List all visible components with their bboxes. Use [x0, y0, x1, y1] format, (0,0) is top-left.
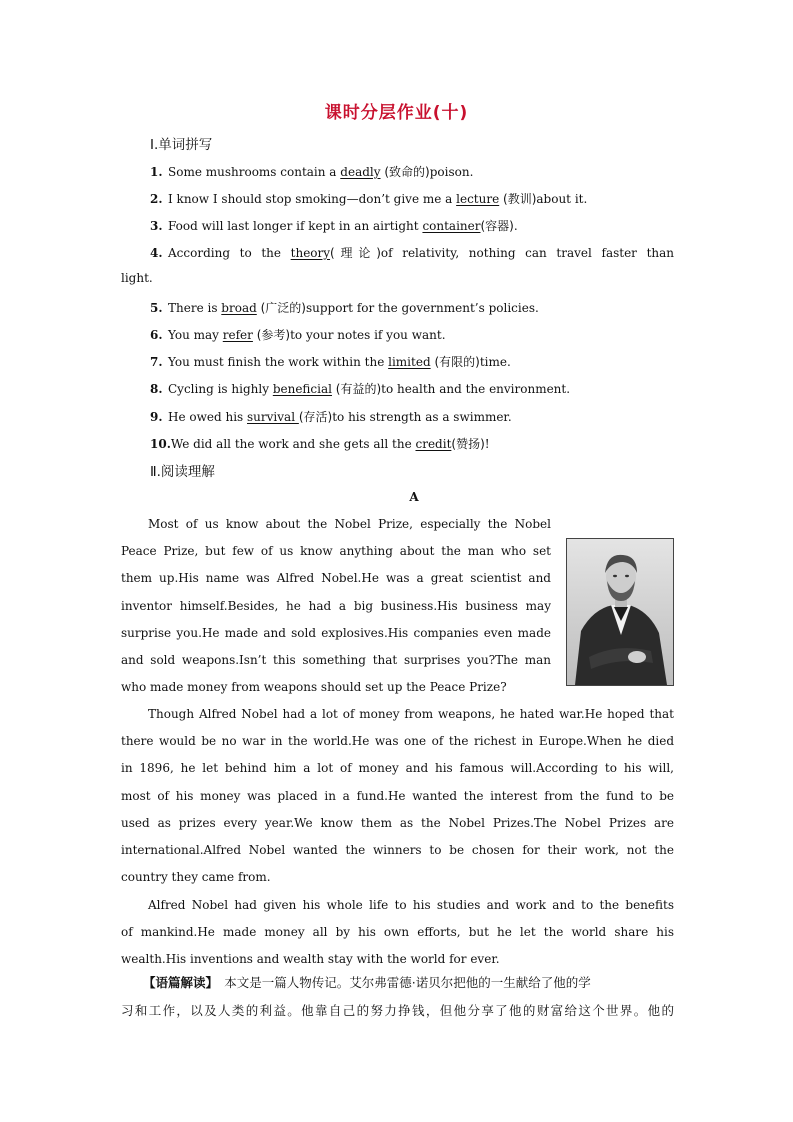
spelling-item-hint: (理论) [330, 246, 381, 260]
spelling-item-text-before: Cycling is highly [168, 382, 273, 396]
paragraph-line: wealth.His inventions and wealth stay with the world for ever. [121, 952, 500, 967]
paragraph-line: Most of us know about the Nobel Prize, especially the Nobel [148, 517, 551, 531]
spelling-item-answer: beneficial [272, 382, 332, 396]
spelling-item [150, 408, 512, 425]
spelling-item [150, 217, 518, 234]
spelling-item-text-after: support for the government’s policies. [305, 301, 539, 315]
spelling-item-answer: limited [388, 355, 431, 369]
spelling-item-text-before: Food will last longer if kept in an airtight [168, 219, 423, 233]
spelling-item-hint: (致命的) [380, 165, 430, 179]
spelling-item [150, 244, 674, 261]
spelling-item-text-after: to his strength as a swimmer. [332, 410, 512, 424]
spelling-item-text-before: There is [168, 301, 222, 315]
spelling-item-hint: (有益的) [331, 382, 382, 396]
paragraph-line: Alfred Nobel had given his whole life to his studies and work and to the benefits [148, 898, 674, 912]
spelling-item-continuation: light. [121, 271, 153, 285]
paragraph-line: country they came from. [121, 870, 271, 885]
spelling-item-text-before: You may [168, 328, 223, 342]
spelling-item-text-before: According to the [168, 246, 291, 260]
note-label: 【语篇解读】 [143, 975, 212, 990]
spelling-item-hint: (广泛的) [256, 301, 306, 315]
paragraph-line: them up.His name was Alfred Nobel.He was a great scientist and [121, 571, 551, 586]
spelling-item-answer: credit [415, 437, 452, 451]
portrait-illustration [567, 539, 673, 685]
spelling-item-answer: theory [290, 246, 331, 260]
spelling-item-text-after: time. [479, 355, 511, 369]
spelling-item-number: 2. [150, 192, 163, 206]
note-text-1: 本文是一篇人物传记。艾尔弗雷德·诺贝尔把他的一生献给了他的学 [211, 975, 591, 990]
spelling-item [150, 299, 539, 316]
paragraph-line: of mankind.He made money all by his own efforts, but he let the world share his [121, 925, 674, 940]
spelling-item-hint: (有限的) [430, 355, 480, 369]
paragraph-line: Though Alfred Nobel had a lot of money from weapons, he hated war.He hoped that [148, 707, 674, 721]
note-line-1 [121, 973, 674, 991]
paragraph-line: most of his money was placed in a fund.He wanted the interest from the fund to be [121, 788, 674, 803]
spelling-item-text-after: ! [484, 437, 490, 451]
spelling-item-number: 5. [150, 301, 163, 315]
portrait-photo-icon [566, 538, 674, 686]
paragraph-line: Peace Prize, but few of us know anything about the man who set [121, 544, 551, 559]
paragraph-line: in 1896, he let behind him a lot of money and his famous will.According to his will, [121, 761, 674, 776]
spelling-item-hint: (存活) [298, 410, 333, 424]
spelling-item-text-before: You must finish the work within the [168, 355, 389, 369]
paragraph-line: who made money from weapons should set up the Peace Prize? [121, 680, 507, 695]
paragraph-line: used as prizes every year.We know them as the Nobel Prizes.The Nobel Prizes are [121, 815, 674, 830]
spelling-item-hint: (赞扬) [451, 437, 485, 451]
section-heading-spelling: Ⅰ.单词拼写 [150, 137, 213, 153]
note-line-2: 习和工作，以及人类的利益。他靠自己的努力挣钱，但他分享了他的财富给这个世界。他的 [121, 1003, 674, 1018]
spelling-item-answer: container [422, 219, 481, 233]
spelling-item-number: 9. [150, 410, 163, 424]
paragraph-line: and sold weapons.Isn’t this something that surprises you?The man [121, 653, 551, 667]
spelling-item-text-after: about it. [536, 192, 588, 206]
spelling-item-text-after: to health and the environment. [381, 382, 571, 396]
spelling-item-number: 10. [150, 437, 171, 451]
spelling-item-number: 1. [150, 165, 163, 179]
spelling-item-text-after: poison. [429, 165, 474, 179]
spelling-item-number: 3. [150, 219, 163, 233]
spelling-item [150, 380, 570, 397]
spelling-item-answer: broad [221, 301, 257, 315]
spelling-item [150, 353, 511, 370]
spelling-item [150, 163, 473, 180]
page-title: 课时分层作业(十) [324, 103, 469, 123]
spelling-item [150, 190, 587, 207]
spelling-item-hint: (参考) [252, 328, 291, 342]
spelling-item-answer: lecture [456, 192, 500, 206]
paragraph-line: surprise you.He made and sold explosives.His companies even made [121, 625, 551, 640]
spelling-item-text-before: Some mushrooms contain a [168, 165, 341, 179]
spelling-item-number: 7. [150, 355, 163, 369]
spelling-item-text-after: of relativity, nothing can travel faster than [380, 246, 675, 260]
spelling-item-text-before: He owed his [168, 410, 248, 424]
spelling-item-hint: (教训) [499, 192, 537, 206]
spelling-item-number: 4. [150, 246, 163, 260]
section-heading-reading: Ⅱ.阅读理解 [150, 464, 215, 480]
paragraph-line: inventor himself.Besides, he had a big business.His business may [121, 598, 551, 613]
spelling-item-number: 6. [150, 328, 163, 342]
paragraph-line: there would be no war in the world.He was one of the richest in Europe.When he died [121, 734, 674, 749]
spelling-item-text-before: I know I should stop smoking—don’t give me a [168, 192, 457, 206]
paragraph-line: international.Alfred Nobel wanted the winners to be chosen for their work, not the [121, 843, 674, 857]
spelling-item-answer: survival [247, 410, 299, 424]
spelling-item-answer: refer [222, 328, 253, 342]
spelling-item [150, 326, 446, 343]
spelling-item-text-before: We did all the work and she gets all the [170, 437, 416, 451]
spelling-item-hint: (容器) [480, 219, 514, 233]
spelling-item [150, 435, 490, 452]
spelling-item-text-after: to your notes if you want. [290, 328, 446, 342]
spelling-item-answer: deadly [340, 165, 381, 179]
spelling-item-text-after: . [513, 219, 518, 233]
passage-label: A [409, 490, 419, 504]
spelling-item-number: 8. [150, 382, 163, 396]
